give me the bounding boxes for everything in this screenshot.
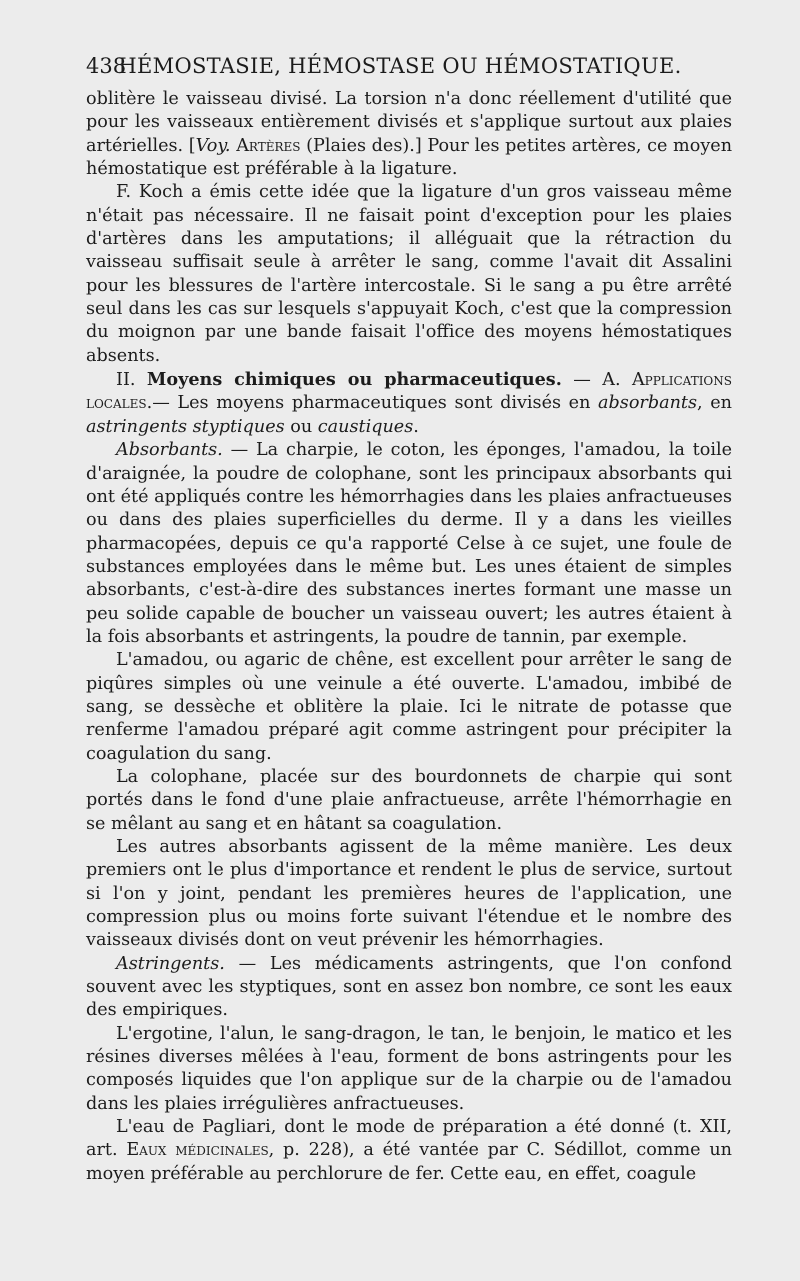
- section-heading: Moyens chimiques ou pharmaceutiques.: [146, 369, 562, 391]
- paragraph-7: Les autres absorbants agissent de la même manière. Les deux premiers ont le plus d'importance et rendent le plus de service, surtout si l'on y joint, pendant les premières heures de l'application, une compression plus ou moins forte suivant l'étendue et le nombre des vaisseaux divisés dont on veut prévenir les hémorrhagies.: [86, 837, 732, 951]
- paragraph-2: F. Koch a émis cette idée que la ligature d'un gros vaisseau même n'était pas nécessaire. Il ne faisait point d'exception pour les plaies d'artères dans les amputations; il alléguait que la rétraction du vaisseau suffisait seule à arrêter le sang, comme l'avait dit Assalini pour les blessures de l'artère intercostale. Si le sang a pu être arrêté seul dans les cas sur lesquels s'appuyait Koch, c'est que la compression du moignon par une bande faisait l'office des moyens hémostatiques absents.: [86, 182, 732, 366]
- body-text: [86, 88, 732, 1186]
- paragraph-5: L'amadou, ou agaric de chêne, est excellent pour arrêter le sang de piqûres simples où une veinule a été ouverte. L'amadou, imbibé de sang, se dessèche et oblitère la plaie. Ici le nitrate de potasse que renferme l'amadou préparé agit comme astringent pour précipiter la coagulation du sang.: [86, 650, 732, 764]
- page-number: 438: [86, 54, 127, 78]
- lead-absorbants: Absorbants.: [116, 440, 223, 461]
- running-title: HÉMOSTASIE, HÉMOSTASE OU HÉMOSTATIQUE.: [118, 54, 682, 78]
- voy-ref: Voy.: [195, 135, 231, 156]
- paragraph-6: La colophane, placée sur des bourdonnets de charpie qui sont portés dans le fond d'une plaie anfractueuse, arrête l'hémorrhagie en se mêlant au sang et en hâtant sa coagulation.: [86, 766, 732, 834]
- subsection-applications: Applications locales.: [86, 370, 732, 414]
- paragraph-8: Astringents. — Les médicaments astringents, que l'on confond souvent avec les styptiques, sont en assez bon nombre, ce sont les eaux des empiriques.: [86, 953, 732, 1021]
- paragraph-9: L'ergotine, l'alun, le sang-dragon, le tan, le benjoin, le matico et les résines diverses mêlées à l'eau, forment de bons astringents pour les composés liquides que l'on applique sur de la charpie ou de l'amadou dans les plaies irrégulières anfractueuses.: [86, 1023, 732, 1114]
- lead-astringents: Astringents.: [116, 953, 225, 974]
- cross-ref-arteres: Artères: [236, 135, 301, 156]
- paragraph-1: oblitère le vaisseau divisé. La torsion n'a donc réellement d'utilité que pour les vaisseaux entièrement divisés et s'applique surtout aux plaies artérielles. [Voy. Artères (Plaies des).] Pour les petites artères, ce moyen hémostatique est préférable à la ligature.: [86, 89, 733, 180]
- page-header: [86, 54, 714, 80]
- paragraph-3: II. Moyens chimiques ou pharmaceutiques. — A. Applications locales.— Les moyens pharmaceutiques sont divisés en absorbants, en astringents styptiques ou caustiques.: [86, 369, 732, 437]
- cross-ref-eaux: Eaux médicinales: [126, 1140, 269, 1161]
- paragraph-4: Absorbants. — La charpie, le coton, les éponges, l'amadou, la toile d'araignée, la poudre de colophane, sont les principaux absorbants qui ont été appliqués contre les hémorrhagies dans les plaies anfractueuses ou dans des plaies superficielles du derme. Il y a dans les vieilles pharmacopées, depuis ce qu'a rapporté Celse à ce sujet, une foule de substances employées dans le même but. Les unes étaient de simples absorbants, c'est-à-dire des substances inertes formant une masse un peu solide capable de boucher un vaisseau ouvert; les autres étaient à la fois absorbants et astringents, la poudre de tannin, par exemple.: [86, 440, 732, 647]
- paragraph-10: L'eau de Pagliari, dont le mode de préparation a été donné (t. XII, art. Eaux médicinales, p. 228), a été vantée par C. Sédillot, comme un moyen préférable au perchlorure de fer. Cette eau, en effet, coagule: [86, 1117, 732, 1184]
